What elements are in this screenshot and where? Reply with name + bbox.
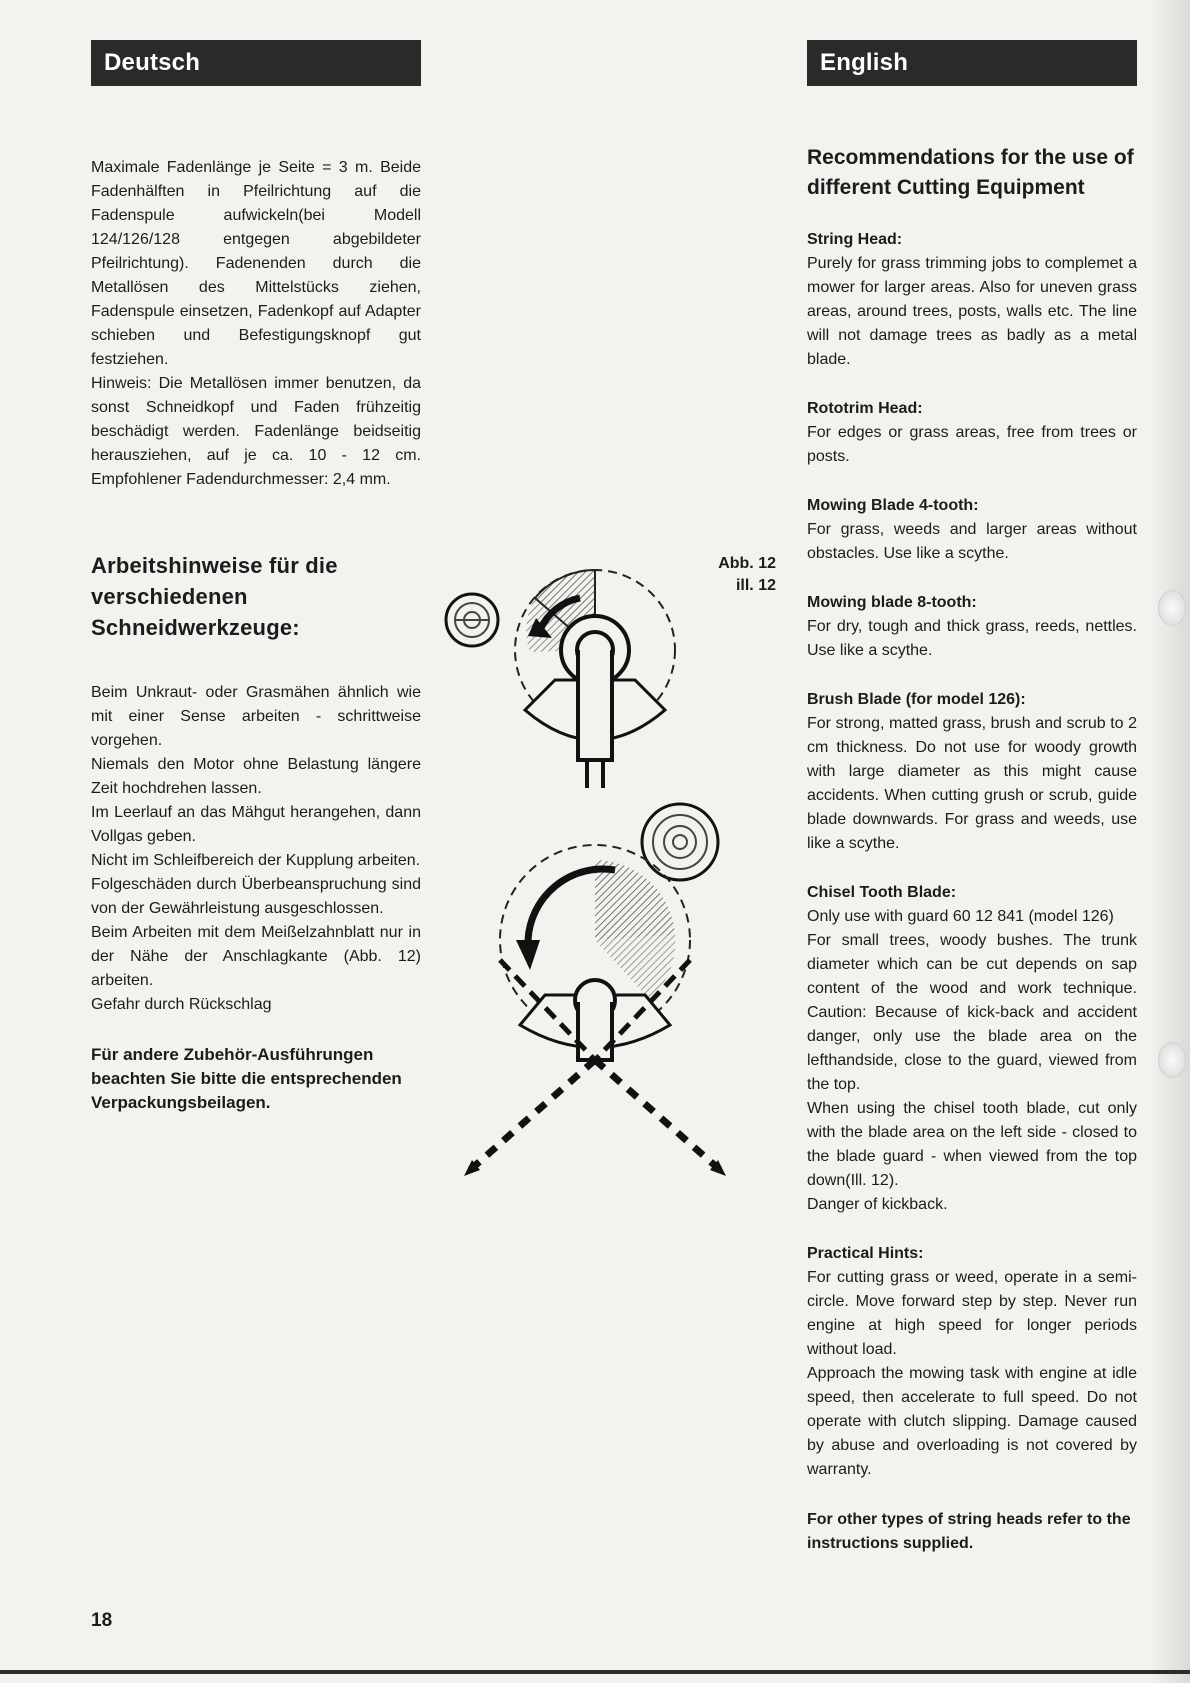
section-title: Brush Blade (for model 126):	[807, 691, 1026, 708]
german-tip: Niemals den Motor ohne Belastung längere Zeit hochdrehen lassen.	[91, 756, 421, 797]
german-hint-text: Hinweis: Die Metallösen immer benutzen, da sonst Schneidkopf und Faden frühzeitig beschädigt werden. Fadenlänge beidseitig herausziehen, auf je ca. 10 - 12 cm. Empfohlener Fadendurchmesser: 2,4 mm.	[91, 375, 421, 488]
german-tips	[91, 681, 421, 1017]
german-tip: Im Leerlauf an das Mähgut herangehen, dann Vollgas geben.	[91, 804, 421, 845]
cutting-blade-illustration	[440, 540, 785, 1180]
bottom-rule	[0, 1670, 1190, 1674]
section-text: When using the chisel tooth blade, cut only with the blade area on the left side - closed to the blade guard - when viewed from the top down(Ill. 12).	[807, 1100, 1137, 1189]
german-tip: Folgeschäden durch Überbeanspruchung sind von der Gewährleistung ausgeschlossen.	[91, 876, 421, 917]
german-intro-text: Maximale Fadenlänge je Seite = 3 m. Beide Fadenhälften in Pfeilrichtung auf die Fadenspule aufwickeln(bei Modell 124/126/128 entgegen abgebildeter Pfeilrichtung). Fadenenden durch die Metallösen des Mittelstücks ziehen, Fadenspule einsetzen, Fadenkopf auf Adapter schieben und Befestigungsknopf gut festziehen.	[91, 159, 421, 368]
section-text: Purely for grass trimming jobs to complemet a mower for larger areas. Also for uneven grass areas, around trees, posts, walls etc. The line will not damage trees as badly as a metal blade.	[807, 255, 1137, 368]
german-tip: Beim Arbeiten mit dem Meißelzahnblatt nur in der Nähe der Anschlagkante (Abb. 12) arbeiten.	[91, 924, 421, 989]
section-title: Chisel Tooth Blade:	[807, 884, 957, 901]
binding-hole-lower	[1158, 1042, 1186, 1078]
section-practical-hints	[807, 1242, 1137, 1482]
page-number: 18	[91, 1610, 113, 1631]
section-chisel-tooth-blade	[807, 881, 1137, 1217]
figure-label-en: ill. 12	[735, 577, 776, 594]
section-title: Practical Hints:	[807, 1245, 924, 1262]
english-language-bar: English	[807, 40, 1137, 86]
section-title: String Head:	[807, 231, 903, 248]
section-mowing-blade-8	[807, 591, 1137, 663]
section-text: For grass, weeds and larger areas without obstacles. Use like a scythe.	[807, 521, 1137, 562]
section-text: For strong, matted grass, brush and scrub to 2 cm thickness. Do not use for woody growth with large diameter as this might cause accidents. When cutting grush or scrub, guide blade downwards. For grass and weeds, use like a scythe.	[807, 715, 1137, 852]
section-title: Mowing blade 8-tooth:	[807, 594, 977, 611]
section-text: Danger of kickback.	[807, 1196, 948, 1213]
german-tip: Nicht im Schleifbereich der Kupplung arbeiten.	[91, 852, 421, 869]
section-title: Mowing Blade 4-tooth:	[807, 497, 979, 514]
section-text: For cutting grass or weed, operate in a semi-circle. Move forward step by step. Never run engine at high speed for longer periods without load.	[807, 1269, 1137, 1358]
section-string-head	[807, 228, 1137, 372]
german-language-bar: Deutsch	[91, 40, 421, 86]
binding-hole-upper	[1158, 590, 1186, 626]
section-rototrim-head	[807, 397, 1137, 469]
section-brush-blade	[807, 688, 1137, 856]
section-text: Only use with guard 60 12 841 (model 126)	[807, 908, 1114, 925]
section-text: For small trees, woody bushes. The trunk diameter which can be cut depends on sap content of the wood and work technique. Caution: Because of kick-back and accident danger, only use the blade area on the lefthandside, close to the guard, viewed from the top.	[807, 932, 1137, 1093]
section-title: Rototrim Head:	[807, 400, 923, 417]
german-heading: Arbeitshinweise für die verschiedenen Schneidwerkzeuge:	[91, 553, 338, 640]
english-column	[807, 40, 1137, 1556]
english-note: For other types of string heads refer to the instructions supplied.	[807, 1511, 1131, 1552]
page-edge-shadow	[1150, 0, 1190, 1683]
german-column	[91, 40, 421, 1115]
german-tip: Gefahr durch Rückschlag	[91, 996, 272, 1013]
section-text: For edges or grass areas, free from trees or posts.	[807, 424, 1137, 465]
german-note: Für andere Zubehör-Ausführungen beachten Sie bitte die entsprechenden Verpackungsbeilagen.	[91, 1045, 402, 1112]
english-title: Recommendations for the use of different Cutting Equipment	[807, 146, 1134, 199]
figure-label-de: Abb. 12	[718, 555, 776, 572]
section-text: Approach the mowing task with engine at idle speed, then accelerate to full speed. Do not operate with clutch slipping. Damage caused by abuse and overloading is not covered by warranty.	[807, 1365, 1137, 1478]
section-text: For dry, tough and thick grass, reeds, nettles. Use like a scythe.	[807, 618, 1137, 659]
trimmer-top-view-drawing	[446, 570, 675, 788]
chisel-blade-drawing	[464, 804, 726, 1176]
german-tip: Beim Unkraut- oder Grasmähen ähnlich wie mit einer Sense arbeiten - schrittweise vorgehen.	[91, 684, 421, 749]
section-mowing-blade-4	[807, 494, 1137, 566]
